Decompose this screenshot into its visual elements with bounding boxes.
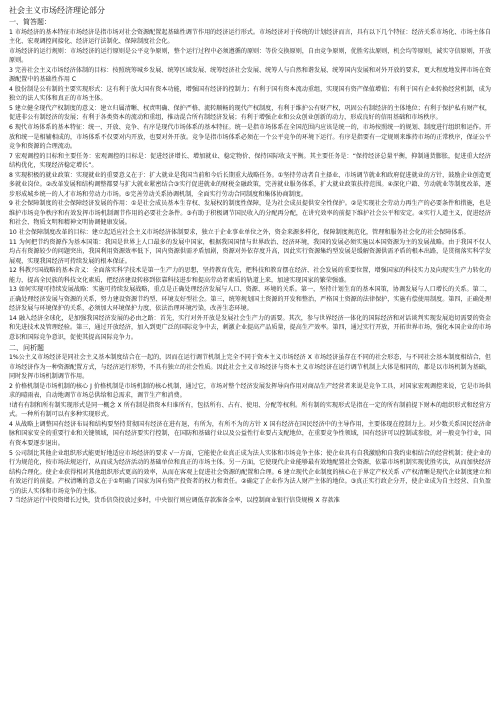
paragraph-10: 10 社会保障制度改革的目标：建立起适应社会主义市场经济体制要求，独立于企业事业单位之外，资金来源多样化，保障制度规范化，管理和服务社会化的社会保障体系。 [9,228,470,236]
paragraph-1: 1 市场经济的基本特征市场经济是指市场对社会资源配置起基础性调节作用的经济运行形式。市场经济对于传统的计划经济而言，具有以下几个特征：经济关系市场化、市场主体自主化、宏观调控间接化、经济运行法制化、保障制度社会化。 [9,28,491,46]
paragraph-11: 11 为何把节约资源作为基本国策：我国是世界上人口最多的发展中国家，根据我国国情与世界政治、经济环境，我国的发展必须实施以本国资源为主的发展战略。由于我国不仅人均占有资源较少的问题突出，我国利用资源效率低下，国内资源供需矛盾加剧，资源对外依存度升高，因此实行资源集约型发展是缓解资源供需矛盾的根本出路，是贯彻落实科学发展观，实现我国经济可持续发展的根本保证。 [9,238,491,265]
paragraph-13: 13 如何实现可持续发展战略：实施可持续发展战略，重点是正确处理经济发展与人口、资源、环境的关系。第一，坚持计划生育的基本国策，协调发展与人口增长的关系。第二，正确处理经济发展与资源的关系，努力建设资源节约型、环境友好型社会。第三，统筹规划国土资源的开发和整治，严格国土资源的法律保护，实施有偿使用制度。第四，正确处理经济发展与环境保护的关系，必须加大环境保护力度，依法治理环境污染，改善生态环境。 [9,286,491,313]
paragraph-4: 4 股份制是公有制的主要实现形式：这有利于放大国有资本功能，增强国有经济的控制力；有利于国有资本流动重组，实现国有资产保值增值；有利于国有企业转换经营机制，成为独立的法人实体和真正的市场主体。 [9,85,491,103]
paragraph-7: 7 宏观调控的目标和主要任务：宏观调控的目标是：促进经济增长、增加就业、稳定物价、保持国际收支平衡。其主要任务是：“保持经济总量平衡，抑制通货膨胀，促进重大经济结构优化，实现经济稳定增长”。 [9,152,491,170]
paragraph-16: 2 价格机制是市场机制的核心 J 价格机制是市场机制的核心机制，通过它，市场对整个经济发展发挥导向作用对商品生产经营者来说是竞争工具，对国家宏观调控来说，它是市场供求的晴雨表，自动地调节市场总供给和总需求，调节生产和消费。 [9,382,491,400]
paragraph-17: !请有有制和所有制实现形式是同一概念 X 所有制是指资本归谁所有，包括所有、占有、使用、分配等权利。所有制的实现形式是指在一定的所有制前提下财本的组织形式和经营方式。一种所有制可以有多种实现形式。 [9,401,491,419]
section-heading-analysis: 二、问析题 [9,343,44,352]
document-title: 社会主义市场经济理论部分 [9,6,105,15]
paragraph-19: 5 公司制比其他企业组织形式能更好地适应市场经济的要求 √一方面，它能使企业真正成为法人实体和市场竞争主体；使企业具有自我激励和自我约束相结合的经营机制；使企业的行为规范化，按市场法规运行，从而成为经济活动的基础单位和真正的市场主体。另一方面，它使现代企业能够最有效地配置社会资源，依靠市场机制实现优胜劣汰，从而加快经济结构合理化。使企业获得相对其他组织形式更高的效率，从而在客观上促进社会资源的配置和合理。6 建立现代企业制度的核心在于界定产权关系 √产权清晰是现代企业制度建立和有效运行的前提。产权清晰的意义在于①明确了国家为国有资产投资者的权力和责任。②确定了企业作为法人财产主体的地位。③真正实行政企分开，使企业成为自主经营、自负盈亏的法人实体和市场竞争的主体。 [9,449,491,495]
paragraph-15: 1%公主义市场经济是同社会主义基本制度结合在一起的，因而在运行调节机制上完全不同于资本主义市场经济 X 市场经济虽存在不同的社会形态，与不同社会基本制度相结合，但市场经济作为一种资源配置方式，与经济运行形势，不具有独立的社会性质。因此社会主义市场经济与资本主义市场经济在运行调节机制上大体是相同的，都是以市场机制为基础，同时发挥市场机制调节作用。 [9,354,491,381]
paragraph-6: 6 现代市场体系的基本特征：统一、开放、竞争、有序是现代市场体系的基本特征。统一是指市场体系在全国范围内应该是统一的，市场按照统一的规划、制度进行组织和运作。开放和统一是相辅相成的，市场体系不仅要对内开放，也要对外开放。竞争是指市场体系必须在一个公平竞争的环境下运行。有序是指要有一定规则来维持市场的正常秩序，保证公平竞争和资源的合理流动。 [9,123,491,151]
paragraph-20: 7 当经济运行中投资增长过快，货币信贷投放过多时，中央银行则应调低存款准备金率，以控制商业银行信贷规模 X 存款准 [9,497,340,505]
paragraph-9: 9 社会保障制度的社会保障经济发展的作用：①是社会成员基本生存权、发展权的制度性保障，是为社会成员提供安全性保护。②是实现社会劳动力再生产的必要条件和措施，也是维护市场竞争秩序和有效发挥市场机制调节作用的必要社会条件。③有助于积极调节国民收入的分配再分配，在讲究效率的前提下维护社会公平和安定。④实行人道主义，促进经济和社会、物质文明和精神文明协调健康发展。 [9,200,491,227]
paragraph-5: 5 建立健全现代产权制度的意义：建立归属清晰、权责明确、保护严格、流转顺畅的现代产权制度，有利于维护公有财产权，巩固公有制经济的主体地位；有利于保护私有财产权，促进非公有制经济的发展；有利于各类资本的流动和重组，推动混合所有制经济发展；有利于增强企业和公众创业创新的动力，形成良好的信用基础和市场秩序。 [9,104,491,122]
paragraph-12: 12 科教兴国战略的基本含义：全面落实科学技术是第一生产力的思想，坚持教育优先，把科技和教育摆在经济、社会发展的重要位置，增强国家的科技实力及向现实生产力转化的能力，提高全民族的科技文化素质，把经济建设转移到依靠科技进步和提高劳动者素质的轨道上来，加速实现国家的繁荣强盛。 [9,267,491,284]
paragraph-14: 14 融入经济全球化，是加强我国经济发展的必由之路：首先，实行对外开放是发展社会生产力的需要。其次，参与世界经济一体化的国际经济和对话谈判实现发展追切需要的资金和先进技术及管理经验。第三，通过开放经济，加入到更广泛的国际竞争中去，刺激企业提高产品质量，提高生产效率。第四，通过实行开放，开拓世界市场，强化本国企业的市场意识和国际竞争意识，促使其提高国际竞争力。 [9,314,491,341]
section-heading-short-answer: 一、简答题： [9,18,51,26]
paragraph-18: 4 从战略上调整国有经济布局和结构要坚持贯彻国有经济在进有退，有所为，有所不为的方针 X 国有经济在国民经济中的主导作用，主要体现在控制力上。对少数关系国民经济命脉和国家安全的重要行业和关键领域，国有经济要实行控制，在国防和基础行业以及公益性行业要占支配地位，在重要竞争性领域，国有经济可以控制或参股，对一般竞争行业，国有资本要逐步退出。 [9,420,491,447]
paragraph-8: 8 实现积极的就业政策：实现就业的重要意义在于：扩大就业是我国当前和今后长期重大战略任务。①坚持劳动者自主择业、市场调节就业和政府促进就业的方针，鼓励企业创造更多就业岗位。②改革发展和结构调整都要与扩大就业紧密结合③实行促进就业的财税金融政策，完善就业服务体系，扩大就业政策扶持范围。④深化户籍、劳动就业等制度改革，逐步形成城乡统一的人才市场和劳动力市场。⑤完善劳动关系协调机制，全面实行劳动合同制度和集体协商制度。 [9,171,491,198]
paragraph-3: 3 完善社会主义市场经济体制的目标：按照统筹城乡发展、统筹区域发展、统筹经济社会发展、统筹人与自然和谐发展、统筹国内发展和对外开放的要求，更大程度地发挥市场在资源配置中的基础性作用 C [9,66,491,84]
paragraph-2: 市场经济的运行规则：市场经济的运行原则是公平竞争原则，整个运行过程中必须遵循的原则：等价交换原则，自由竞争原则，优胜劣汰原则，机会均等原则，诚实守信原则，开放原则。 [9,47,491,65]
